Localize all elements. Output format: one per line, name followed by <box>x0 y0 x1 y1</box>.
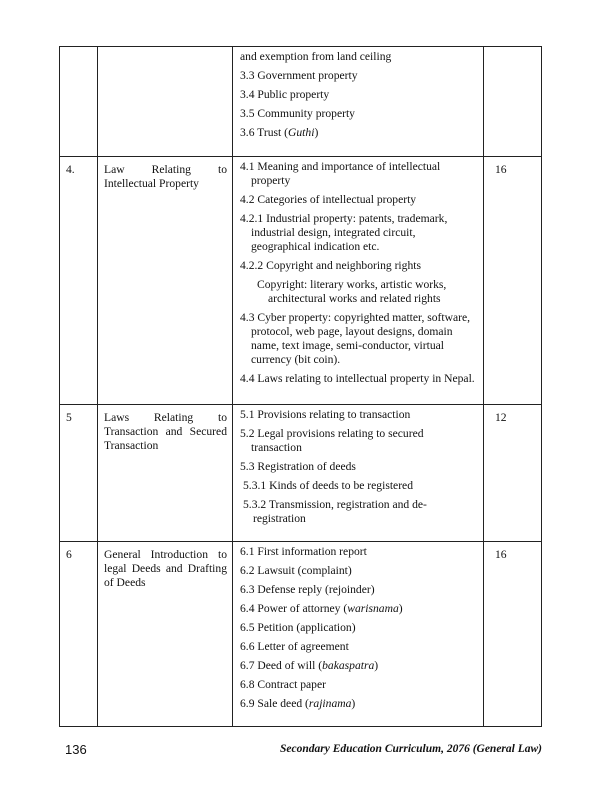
table-row <box>60 47 542 157</box>
unit-number-cell: 4. <box>60 157 98 405</box>
unit-title-cell: General Introduction to legal Deeds and Drafting of Deeds <box>98 542 233 727</box>
topic-text: 6.2 Lawsuit (complaint) <box>240 564 352 577</box>
topics-cell <box>233 405 484 542</box>
topic-item <box>240 160 477 188</box>
topic-item <box>240 88 477 102</box>
topic-text: 5.3.1 Kinds of deeds to be registered <box>243 479 414 492</box>
topic-item <box>240 621 477 635</box>
topic-text: 4.2.2 Copyright and neighboring rights <box>240 259 421 272</box>
unit-number-cell: 5 <box>60 405 98 542</box>
topic-item <box>240 678 477 692</box>
topic-text: 5.3.2 Transmission, registration and de-registration <box>243 498 427 525</box>
topic-italic-term: warisnama <box>347 602 399 615</box>
topic-item <box>240 427 477 455</box>
table-row <box>60 542 542 727</box>
topic-text: 6.7 Deed of will ( <box>240 659 323 672</box>
topic-text: 4.4 Laws relating to intellectual property in Nepal. <box>240 372 475 385</box>
footer-title: Secondary Education Curriculum, 2076 (General Law) <box>280 743 542 755</box>
topic-item <box>240 126 477 140</box>
topics-cell <box>233 542 484 727</box>
topic-italic-term: rajinama <box>308 697 352 710</box>
topic-item <box>240 697 477 711</box>
topic-text: 3.6 Trust ( <box>240 126 289 139</box>
topic-text: 4.2 Categories of intellectual property <box>240 193 417 206</box>
topic-italic-term: Guthi <box>288 126 315 139</box>
topic-item <box>240 545 477 559</box>
topic-text: 5.3 Registration of deeds <box>240 460 356 473</box>
unit-title-cell <box>98 47 233 157</box>
topic-text: Copyright: literary works, artistic works, architectural works and related rights <box>257 278 447 305</box>
unit-title-cell: Law Relating to Intellectual Property <box>98 157 233 405</box>
topic-item <box>240 408 477 422</box>
topic-item <box>240 212 477 254</box>
topic-text-after: ) <box>351 697 356 710</box>
hours-cell <box>484 47 542 157</box>
curriculum-table <box>59 46 542 727</box>
topic-item <box>240 278 477 306</box>
table-row <box>60 405 542 542</box>
topic-text: 3.3 Government property <box>240 69 358 82</box>
topic-item <box>240 659 477 673</box>
topic-text: 6.1 First information report <box>240 545 367 558</box>
topic-text: 6.6 Letter of agreement <box>240 640 349 653</box>
unit-number-cell: 6 <box>60 542 98 727</box>
topic-italic-term: bakaspatra <box>322 659 375 672</box>
topic-text: 6.9 Sale deed ( <box>240 697 309 710</box>
topic-item <box>240 564 477 578</box>
topic-text: 4.2.1 Industrial property: patents, trademark, industrial design, integrated circuit, geographical indication etc. <box>240 212 448 253</box>
topic-text: and exemption from land ceiling <box>240 50 392 63</box>
unit-title-cell: Laws Relating to Transaction and Secured Transaction <box>98 405 233 542</box>
topic-text: 3.4 Public property <box>240 88 330 101</box>
topic-text: 6.5 Petition (application) <box>240 621 356 634</box>
page-number: 136 <box>65 742 87 757</box>
hours-cell: 12 <box>484 405 542 542</box>
topic-item <box>240 311 477 367</box>
topic-item <box>240 193 477 207</box>
topic-text: 6.8 Contract paper <box>240 678 326 691</box>
topic-text-after: ) <box>314 126 319 139</box>
topic-item <box>240 50 477 64</box>
topic-text: 6.4 Power of attorney ( <box>240 602 348 615</box>
hours-cell: 16 <box>484 157 542 405</box>
topic-text: 5.1 Provisions relating to transaction <box>240 408 411 421</box>
topic-item <box>240 107 477 121</box>
topic-item <box>240 583 477 597</box>
topic-item <box>240 372 477 386</box>
topic-text: 3.5 Community property <box>240 107 355 120</box>
topic-item <box>240 479 477 493</box>
topic-item <box>240 498 477 526</box>
topic-text: 6.3 Defense reply (rejoinder) <box>240 583 375 596</box>
topic-item <box>240 259 477 273</box>
unit-number-cell <box>60 47 98 157</box>
topics-cell <box>233 157 484 405</box>
topic-item <box>240 640 477 654</box>
topic-text: 5.2 Legal provisions relating to secured transaction <box>240 427 424 454</box>
topic-item <box>240 602 477 616</box>
hours-cell: 16 <box>484 542 542 727</box>
table-row <box>60 157 542 405</box>
topic-text-after: ) <box>374 659 379 672</box>
topic-item <box>240 460 477 474</box>
topic-text: 4.1 Meaning and importance of intellectual property <box>240 160 441 187</box>
topic-text-after: ) <box>398 602 403 615</box>
topic-text: 4.3 Cyber property: copyrighted matter, software, protocol, web page, layout designs, domain name, text image, semi-conductor, virtual currency (bit coin). <box>240 311 471 366</box>
topic-item <box>240 69 477 83</box>
topics-cell <box>233 47 484 157</box>
